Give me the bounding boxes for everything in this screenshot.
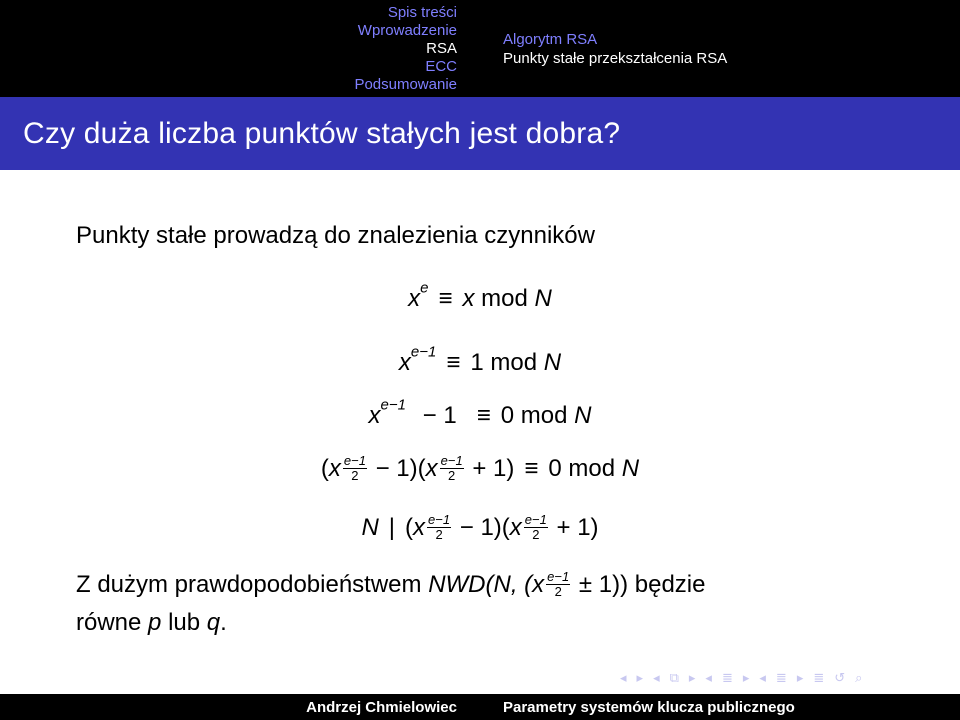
conclusion-text	[76, 566, 876, 642]
nav-section-icon[interactable]: ≣	[775, 670, 787, 685]
nav-next-subsection-icon[interactable]: ▸	[742, 670, 750, 685]
eq5-frac-den-2: 2	[532, 527, 540, 542]
nav-prev-subsection-icon[interactable]: ◂	[705, 670, 712, 685]
eq5-exponent-fraction-2	[524, 513, 548, 542]
eq4-congruence: ≡	[524, 455, 539, 483]
footer-talk-title: Parametry systemów klucza publicznego	[503, 698, 795, 716]
nav-section-wprowadzenie[interactable]: Wprowadzenie	[357, 21, 457, 39]
nav-section-ecc[interactable]: ECC	[425, 57, 457, 75]
equation-4	[0, 454, 960, 484]
nav-next-section-icon[interactable]: ▸	[796, 670, 804, 685]
eq4-mid: − 1)(	[375, 455, 426, 483]
eq4-frac-num: e−1	[343, 453, 366, 468]
conclusion-dot: .	[220, 609, 227, 636]
nav-subsection-punkty-stale[interactable]: Punkty stałe przekształcenia RSA	[503, 49, 728, 67]
eq5-end: + 1)	[556, 514, 599, 542]
nav-section-spis-tresci[interactable]: Spis treści	[387, 3, 457, 21]
eq1-x-rhs: x	[462, 285, 475, 312]
eq5-divides: |	[388, 514, 396, 542]
conclusion-exponent-fraction	[546, 570, 570, 599]
eq5-var-x: x	[413, 514, 426, 542]
section-nav	[0, 0, 480, 97]
subsection-nav	[480, 0, 960, 97]
nav-back-icon[interactable]: ↺	[834, 670, 846, 685]
footer-title-box	[480, 694, 960, 720]
eq2-modulus: N	[543, 349, 562, 376]
eq4-frac-num-2: e−1	[440, 453, 463, 468]
nav-subsection-icon[interactable]: ≣	[721, 670, 733, 685]
nav-next-slide-icon[interactable]: ▸	[636, 670, 644, 685]
eq2-exponent: e−1	[410, 343, 437, 361]
nav-subsection-algorytm-rsa[interactable]: Algorytm RSA	[503, 30, 598, 48]
equation-5	[0, 513, 960, 543]
nav-frame-icon[interactable]: ⧉	[669, 670, 679, 685]
eq4-modulus: N	[621, 455, 640, 483]
eq4-frac-den: 2	[351, 468, 359, 483]
footer-bar	[0, 694, 960, 720]
header-bar	[0, 0, 960, 97]
equation-1	[0, 279, 960, 314]
eq4-var-x: x	[328, 455, 341, 483]
conclusion-pre: Z dużym prawdopodobieństwem	[76, 571, 422, 598]
eq2-var-x: x	[398, 349, 411, 376]
eq1-congruence: ≡	[438, 285, 453, 312]
eq5-var-n: N	[361, 514, 379, 542]
nav-prev-frame-icon[interactable]: ◂	[653, 670, 660, 685]
equation-2	[0, 343, 960, 378]
eq2-rhs: 1 mod	[470, 349, 538, 376]
conclusion-nwd: NWD	[428, 571, 486, 598]
frame-title-bar	[0, 97, 960, 170]
eq1-modulus: N	[534, 285, 552, 312]
eq3-exponent: e−1	[380, 396, 406, 414]
eq5-frac-num-2: e−1	[524, 512, 547, 527]
eq1-exponent: e	[420, 279, 429, 297]
nav-prev-section-icon[interactable]: ◂	[759, 670, 766, 685]
eq5-frac-den: 2	[435, 527, 443, 542]
eq5-exponent-fraction	[427, 513, 451, 542]
footer-author-box	[0, 694, 480, 720]
conclusion-post: ± 1)) będzie	[578, 571, 706, 598]
eq1-rhs: mod	[481, 285, 528, 312]
conclusion-var-q: q	[206, 609, 221, 636]
eq5-mid: − 1)(	[459, 514, 510, 542]
eq5-frac-num: e−1	[428, 512, 451, 527]
eq4-var-x2: x	[425, 455, 438, 483]
conclusion-args: (N, (	[485, 571, 533, 598]
nav-section-podsumowanie[interactable]: Podsumowanie	[354, 75, 457, 93]
conclusion-lub: lub	[168, 609, 201, 636]
eq2-congruence: ≡	[446, 349, 461, 376]
eq3-minus-one: − 1	[422, 402, 457, 429]
eq4-open-paren: (	[320, 455, 329, 483]
conclusion-frac-den: 2	[554, 583, 562, 599]
eq3-var-x: x	[368, 402, 381, 429]
nav-search-icon[interactable]: ⌕	[855, 670, 863, 685]
eq3-congruence: ≡	[476, 402, 491, 429]
conclusion-var-p: p	[148, 609, 162, 636]
eq4-exponent-fraction	[343, 454, 367, 483]
equation-3	[0, 396, 960, 431]
eq1-var-x: x	[408, 285, 421, 312]
footer-author: Andrzej Chmielowiec	[306, 698, 457, 716]
eq4-frac-den-2: 2	[448, 468, 456, 483]
nav-section-rsa[interactable]: RSA	[426, 39, 457, 57]
eq5-open-paren: (	[405, 514, 414, 542]
nav-document-icon[interactable]: ≣	[813, 670, 825, 685]
eq4-rhs: 0 mod	[548, 455, 616, 483]
eq5-var-x2: x	[509, 514, 522, 542]
eq3-modulus: N	[574, 402, 592, 429]
conclusion-frac-num: e−1	[547, 568, 570, 584]
conclusion-line2: równe	[76, 609, 142, 636]
beamer-nav-symbols	[620, 668, 862, 688]
nav-prev-slide-icon[interactable]: ◂	[620, 670, 627, 685]
conclusion-var-x: x	[532, 571, 545, 598]
frame-title: Czy duża liczba punktów stałych jest dobra?	[23, 116, 621, 150]
eq3-rhs: 0 mod	[500, 402, 568, 429]
intro-text: Punkty stałe prowadzą do znalezienia czynników	[76, 222, 595, 249]
nav-next-frame-icon[interactable]: ▸	[688, 670, 696, 685]
eq4-exponent-fraction-2	[440, 454, 464, 483]
eq4-end: + 1)	[472, 455, 515, 483]
